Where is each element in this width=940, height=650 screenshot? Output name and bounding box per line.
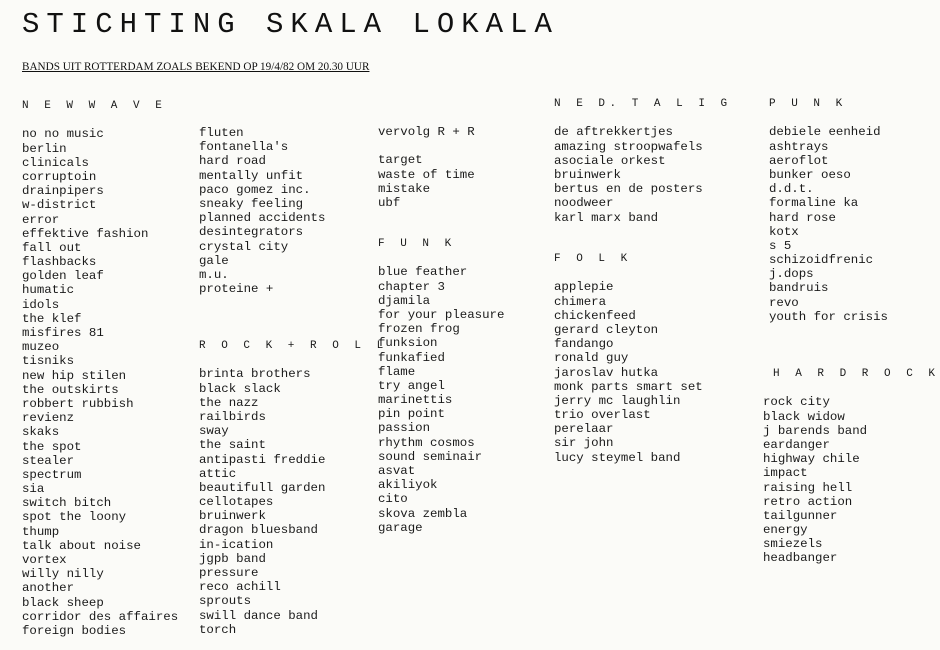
band-name: pressure	[199, 566, 259, 580]
band-name: schizoidfrenic	[769, 253, 874, 268]
band-name: aeroflot	[769, 153, 829, 168]
rock-roll-column	[199, 339, 388, 637]
subtitle: BANDS UIT ROTTERDAM ZOALS BEKEND OP 19/4/82 OM 20.30 UUR	[22, 61, 370, 73]
band-name: black sheep	[22, 595, 104, 610]
band-name: corruptoin	[22, 169, 97, 184]
band-name: monk parts smart set	[554, 379, 703, 394]
band-name: chapter 3	[378, 279, 445, 294]
band-name: willy nilly	[22, 567, 104, 582]
band-name: desintegrators	[199, 225, 304, 240]
band-name: passion	[378, 421, 431, 436]
page-title: STICHTING SKALA LOKALA	[22, 8, 559, 41]
band-name: stealer	[22, 453, 75, 468]
band-name: sprouts	[199, 594, 252, 609]
band-name: funkafied	[378, 350, 445, 365]
rock-roll-continued-list	[378, 153, 475, 210]
band-name: target	[378, 153, 423, 168]
ned-talig-column	[554, 97, 732, 225]
band-name: formaline ka	[769, 196, 859, 211]
band-name: m.u.	[199, 267, 229, 282]
band-name: bruinwerk	[554, 167, 621, 182]
new-wave-list	[22, 127, 178, 638]
band-name: planned accidents	[199, 211, 326, 226]
band-name: mistake	[378, 181, 431, 196]
band-name: skova zembla	[378, 506, 468, 521]
band-name: highway chile	[763, 452, 860, 467]
new-wave-continued-column	[199, 126, 325, 296]
band-name: waste of time	[378, 167, 475, 182]
band-name: smiezels	[763, 537, 823, 552]
band-name: hard road	[199, 154, 266, 169]
band-name: djamila	[378, 293, 431, 308]
band-name: kotx	[769, 224, 799, 239]
band-name: try angel	[378, 378, 445, 393]
band-name: tisniks	[22, 354, 75, 369]
band-name: antipasti freddie	[199, 452, 326, 467]
band-name: ashtrays	[769, 139, 829, 154]
band-name: headbanger	[763, 551, 838, 566]
band-name: revienz	[22, 411, 75, 426]
rock-roll-continued-heading: vervolg R + R	[378, 125, 475, 139]
band-name: j barends band	[763, 423, 868, 438]
band-name: the nazz	[199, 395, 259, 410]
band-name: railbirds	[199, 409, 266, 424]
band-name: the klef	[22, 311, 82, 326]
band-name: beautifull garden	[199, 480, 326, 495]
band-name: brinta brothers	[199, 367, 311, 382]
section-heading-ned-talig: N E D. T A L I G	[554, 98, 732, 110]
section-heading-new-wave: N E W W A V E	[22, 100, 167, 112]
band-name: fall out	[22, 240, 82, 255]
section-heading-folk: F O L K	[554, 253, 632, 265]
band-name: blue feather	[378, 265, 468, 280]
band-name: misfires 81	[22, 326, 104, 340]
band-name: golden leaf	[22, 269, 104, 284]
band-name: d.d.t.	[769, 182, 814, 197]
band-name: asvat	[378, 464, 416, 478]
section-heading-punk: P U N K	[769, 98, 847, 110]
band-name: bandruis	[769, 281, 829, 296]
section-heading-rock-roll: R O C K + R O L L	[199, 340, 388, 352]
band-name: talk about noise	[22, 538, 141, 553]
band-name: the saint	[199, 438, 266, 453]
band-name: spot the loony	[22, 510, 127, 525]
band-name: fluten	[199, 126, 244, 140]
band-name: funksion	[378, 336, 438, 351]
band-name: crystal city	[199, 239, 289, 254]
band-name: foreign bodies	[22, 623, 127, 638]
band-name: new hip stilen	[22, 368, 127, 383]
band-name: retro action	[763, 494, 853, 509]
band-name: spectrum	[22, 467, 82, 482]
band-name: clinicals	[22, 155, 89, 170]
band-name: sir john	[554, 436, 614, 451]
band-name: chimera	[554, 294, 607, 309]
band-name: paco gomez inc.	[199, 182, 311, 197]
band-name: bunker oeso	[769, 167, 851, 182]
band-name: s 5	[769, 238, 792, 253]
band-name: debiele eenheid	[769, 125, 881, 140]
band-name: another	[22, 581, 75, 596]
band-name: black slack	[199, 381, 281, 396]
band-name: gerard cleyton	[554, 322, 659, 337]
band-name: thump	[22, 524, 60, 539]
band-name: rock city	[763, 395, 830, 410]
band-name: amazing stroopwafels	[554, 139, 703, 154]
rock-roll-list	[199, 367, 388, 637]
band-name: bertus en de posters	[554, 182, 703, 197]
band-name: effektive fashion	[22, 226, 149, 241]
funk-list	[378, 265, 504, 535]
band-name: drainpipers	[22, 184, 104, 199]
band-name: karl marx band	[554, 210, 659, 225]
band-name: eardanger	[763, 437, 830, 452]
band-name: mentally unfit	[199, 168, 304, 183]
band-name: akiliyok	[378, 478, 438, 493]
band-name: sway	[199, 424, 229, 439]
band-name: sound seminair	[378, 449, 483, 464]
section-heading-funk: F U N K	[378, 238, 456, 250]
band-name: humatic	[22, 283, 75, 298]
folk-column	[554, 252, 703, 465]
band-name: gale	[199, 253, 229, 268]
new-wave-column	[22, 99, 178, 638]
ned-talig-list	[554, 125, 732, 224]
band-name: the outskirts	[22, 382, 119, 397]
band-name: black widow	[763, 409, 845, 424]
rock-roll-continued-column	[378, 125, 475, 210]
band-name: sia	[22, 482, 45, 497]
band-name: cito	[378, 492, 408, 507]
band-name: cellotapes	[199, 495, 274, 510]
band-name: robbert rubbish	[22, 396, 134, 411]
band-name: noodweer	[554, 196, 614, 211]
section-heading-hard-rock: H A R D R O C K	[773, 368, 940, 380]
band-name: hard rose	[769, 210, 836, 225]
band-name: muzeo	[22, 340, 60, 355]
band-name: j.dops	[769, 267, 814, 282]
band-name: energy	[763, 523, 808, 538]
band-name: fontanella's	[199, 140, 289, 155]
hard-rock-column	[763, 367, 940, 566]
band-name: idols	[22, 297, 60, 312]
band-name: jerry mc laughlin	[554, 393, 681, 408]
band-name: proteine +	[199, 282, 274, 297]
punk-column	[769, 97, 888, 324]
band-name: marinettis	[378, 393, 453, 408]
band-name: raising hell	[763, 480, 853, 495]
band-name: swill dance band	[199, 608, 318, 623]
band-name: flame	[378, 364, 416, 379]
hard-rock-list	[763, 395, 940, 565]
band-name: impact	[763, 466, 808, 481]
band-name: flashbacks	[22, 255, 97, 270]
band-name: de aftrekkertjes	[554, 125, 673, 140]
band-name: tailgunner	[763, 508, 838, 523]
band-name: the spot	[22, 439, 82, 454]
band-name: pin point	[378, 407, 445, 422]
band-name: frozen frog	[378, 322, 460, 337]
band-name: for your pleasure	[378, 307, 505, 322]
band-name: youth for crisis	[769, 309, 888, 324]
band-name: w-district	[22, 198, 97, 213]
band-name: perelaar	[554, 422, 614, 437]
band-name: berlin	[22, 141, 67, 156]
band-name: reco achill	[199, 580, 281, 595]
band-name: ubf	[378, 195, 401, 210]
band-name: error	[22, 212, 60, 227]
funk-column	[378, 237, 504, 535]
new-wave-list-continued	[199, 126, 325, 296]
band-name: sneaky feeling	[199, 196, 304, 211]
band-name: fandango	[554, 337, 614, 352]
band-name: corridor des affaires	[22, 609, 179, 624]
band-name: torch	[199, 622, 237, 637]
band-name: applepie	[554, 280, 614, 295]
band-name: bruinwerk	[199, 509, 266, 524]
band-name: jgpb band	[199, 551, 266, 566]
band-name: lucy steymel band	[554, 450, 681, 465]
band-name: rhythm cosmos	[378, 435, 475, 450]
band-name: revo	[769, 295, 799, 310]
band-name: vortex	[22, 553, 67, 567]
band-name: ronald guy	[554, 351, 629, 366]
band-name: garage	[378, 520, 423, 535]
band-name: asociale orkest	[554, 153, 666, 168]
band-name: no no music	[22, 127, 104, 142]
band-name: switch bitch	[22, 496, 112, 511]
band-name: trio overlast	[554, 408, 651, 423]
band-name: in-ication	[199, 537, 274, 552]
punk-list	[769, 125, 888, 324]
band-name: chickenfeed	[554, 308, 636, 323]
band-name: attic	[199, 466, 237, 481]
band-name: jaroslav hutka	[554, 365, 659, 380]
folk-list	[554, 280, 703, 464]
band-name: dragon bluesband	[199, 523, 318, 538]
band-name: skaks	[22, 425, 60, 440]
